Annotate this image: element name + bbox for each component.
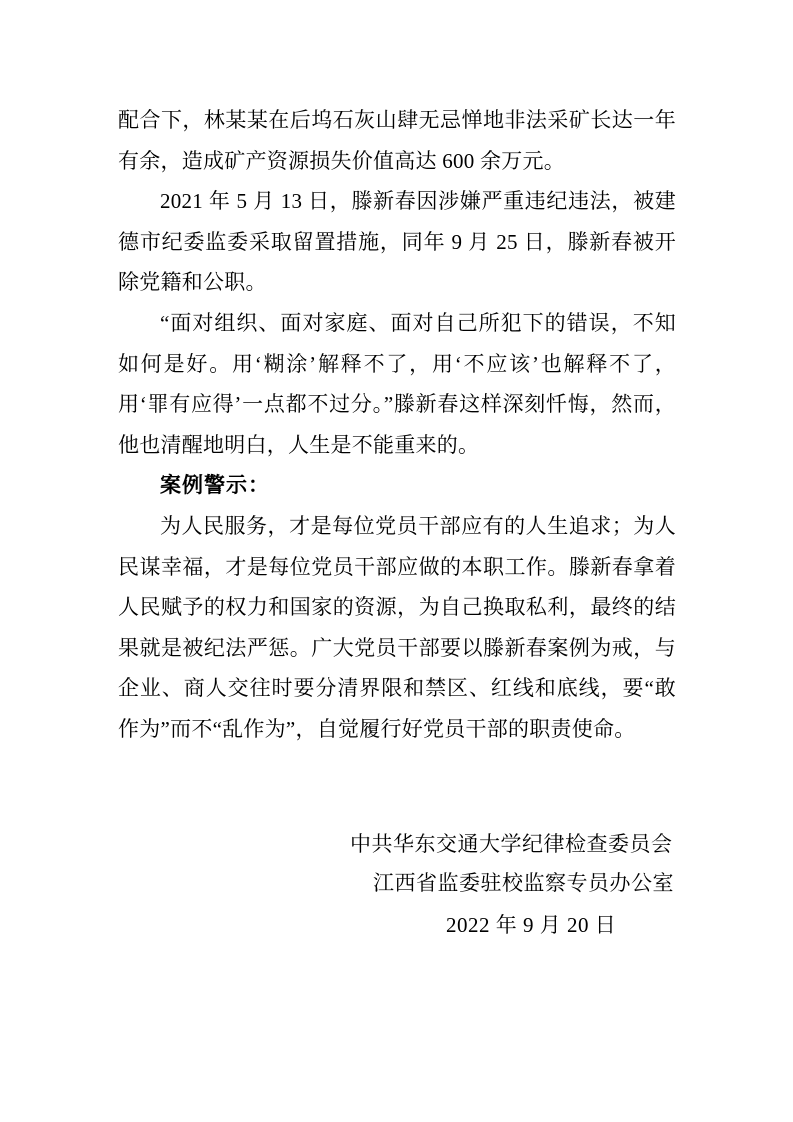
text-line: 企业、商人交往时要分清界限和禁区、红线和底线，要“敢 [118, 676, 676, 701]
signature-date: 2022 年 9 月 20 日 [446, 913, 617, 937]
text-line: 如何是好。用‘糊涂’解释不了，用‘不应该’也解释不了， [118, 351, 676, 376]
signature-committee: 中共华东交通大学纪律检查委员会 [350, 832, 673, 856]
case-warning-heading: 案例警示： [160, 473, 270, 498]
text-line: “面对组织、面对家庭、面对自己所犯下的错误，不知 [160, 310, 676, 335]
text-line: 民谋幸福，才是每位党员干部应做的本职工作。滕新春拿着 [118, 554, 676, 579]
text-line: 果就是被纪法严惩。广大党员干部要以滕新春案例为戒，与 [118, 635, 676, 660]
text-line: 为人民服务，才是每位党员干部应有的人生追求；为人 [160, 513, 676, 538]
text-line: 用‘罪有应得’一点都不过分。”滕新春这样深刻忏悔，然而， [118, 392, 676, 417]
document-body [118, 100, 676, 750]
text-line: 配合下，林某某在后坞石灰山肆无忌惮地非法采矿长达一年 [118, 108, 676, 132]
text-line: 除党籍和公职。 [118, 270, 267, 295]
text-line: 作为”而不“乱作为”，自觉履行好党员干部的职责使命。 [118, 716, 636, 741]
text-line: 他也清醒地明白，人生是不能重来的。 [118, 432, 480, 457]
text-line: 人民赋予的权力和国家的资源，为自己换取私利，最终的结 [118, 595, 676, 620]
signature-office: 江西省监委驻校监察专员办公室 [373, 871, 674, 895]
text-line: 德市纪委监委采取留置措施，同年 9 月 25 日，滕新春被开 [118, 229, 676, 254]
text-line: 2021 年 5 月 13 日，滕新春因涉嫌严重违纪违法，被建 [160, 189, 676, 214]
text-line: 有余，造成矿产资源损失价值高达 600 余万元。 [118, 148, 565, 173]
